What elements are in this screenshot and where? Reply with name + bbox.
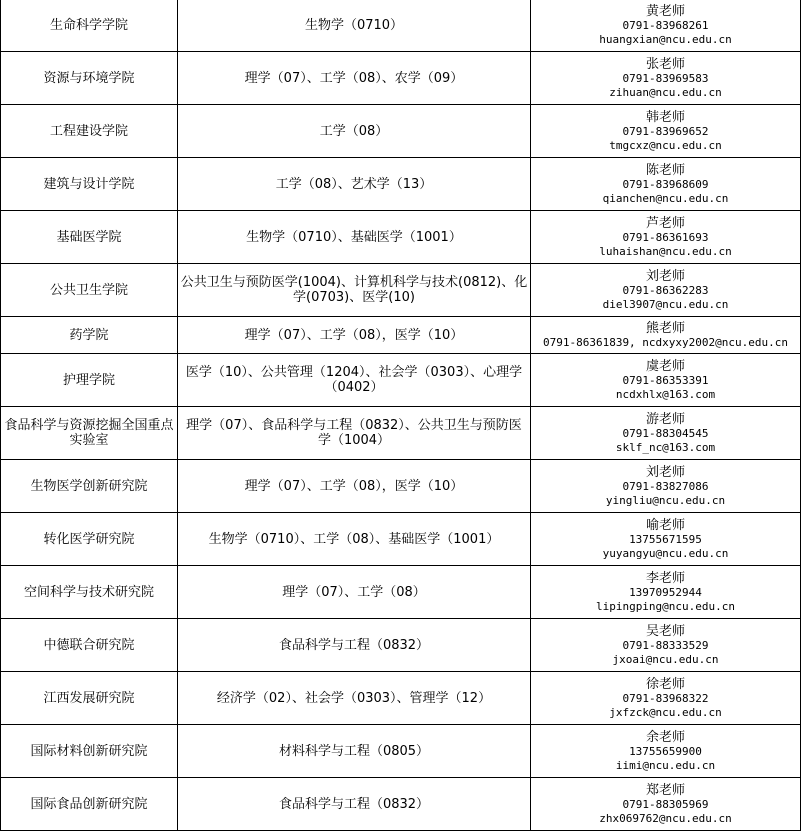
institute-cell: 生命科学学院 bbox=[1, 0, 178, 52]
disciplines-cell: 生物学（0710）、基础医学（1001） bbox=[178, 211, 531, 264]
contact-cell bbox=[531, 407, 801, 460]
contact-name: 芦老师 bbox=[645, 215, 685, 231]
contact-cell bbox=[531, 317, 801, 354]
contact-name: 吴老师 bbox=[645, 623, 685, 639]
disciplines-cell: 经济学（02）、社会学（0303）、管理学（12） bbox=[178, 672, 531, 725]
institute-cell: 国际材料创新研究院 bbox=[1, 725, 178, 778]
table-row bbox=[1, 778, 801, 831]
institute-cell: 食品科学与资源挖掘全国重点实验室 bbox=[1, 407, 178, 460]
contact-cell bbox=[531, 211, 801, 264]
institute-cell: 药学院 bbox=[1, 317, 178, 354]
contact-name: 刘老师 bbox=[645, 268, 685, 284]
disciplines-cell: 理学（07）、工学（08）、农学（09） bbox=[178, 52, 531, 105]
contact-cell bbox=[531, 105, 801, 158]
contact-phone: 0791-83969652 bbox=[622, 124, 709, 138]
table-row bbox=[1, 317, 801, 354]
institute-cell: 空间科学与技术研究院 bbox=[1, 566, 178, 619]
table-row bbox=[1, 407, 801, 460]
disciplines-cell: 材料科学与工程（0805） bbox=[178, 725, 531, 778]
table-row bbox=[1, 105, 801, 158]
institute-cell: 国际食品创新研究院 bbox=[1, 778, 178, 831]
institute-cell: 资源与环境学院 bbox=[1, 52, 178, 105]
contact-cell bbox=[531, 619, 801, 672]
contact-phone: 13970952944 bbox=[629, 585, 702, 599]
institute-cell: 中德联合研究院 bbox=[1, 619, 178, 672]
disciplines-cell: 生物学（0710） bbox=[178, 0, 531, 52]
contact-email: tmgcxz@ncu.edu.cn bbox=[609, 138, 722, 152]
contact-phone: 0791-86353391 bbox=[622, 373, 709, 387]
contact-email: luhaishan@ncu.edu.cn bbox=[599, 244, 732, 258]
contact-cell bbox=[531, 725, 801, 778]
disciplines-cell: 理学（07）、工学（08） bbox=[178, 566, 531, 619]
disciplines-cell: 食品科学与工程（0832） bbox=[178, 619, 531, 672]
contact-cell bbox=[531, 52, 801, 105]
contact-cell bbox=[531, 0, 801, 52]
contact-name: 黄老师 bbox=[645, 3, 685, 19]
table-row bbox=[1, 672, 801, 725]
contact-name: 郑老师 bbox=[645, 782, 685, 798]
table-row bbox=[1, 211, 801, 264]
disciplines-cell: 理学（07）、工学（08），医学（10） bbox=[178, 460, 531, 513]
institute-cell: 工程建设学院 bbox=[1, 105, 178, 158]
contact-phone: 0791-88333529 bbox=[622, 638, 709, 652]
contact-email: ncdxhlx@163.com bbox=[615, 387, 716, 401]
contact-name: 张老师 bbox=[645, 56, 685, 72]
table-row bbox=[1, 264, 801, 317]
contact-phone: 0791-83827086 bbox=[622, 479, 709, 493]
contact-name: 虞老师 bbox=[645, 358, 685, 374]
contact-name: 陈老师 bbox=[645, 162, 685, 178]
contact-email: zihuan@ncu.edu.cn bbox=[609, 85, 722, 99]
institute-cell: 建筑与设计学院 bbox=[1, 158, 178, 211]
contact-cell bbox=[531, 264, 801, 317]
institute-cell: 转化医学研究院 bbox=[1, 513, 178, 566]
contact-email: huangxian@ncu.edu.cn bbox=[599, 32, 732, 46]
contact-name: 韩老师 bbox=[645, 109, 685, 125]
contact-phone: 0791-86361693 bbox=[622, 230, 709, 244]
contact-cell bbox=[531, 566, 801, 619]
contact-email: jxoai@ncu.edu.cn bbox=[612, 652, 719, 666]
contact-cell bbox=[531, 672, 801, 725]
contact-phone: 0791-83968261 bbox=[622, 18, 709, 32]
table-row bbox=[1, 460, 801, 513]
contact-phone: 0791-88304545 bbox=[622, 426, 709, 440]
table-row bbox=[1, 513, 801, 566]
contact-phone: 13755671595 bbox=[629, 532, 702, 546]
contact-cell bbox=[531, 513, 801, 566]
contact-email: yingliu@ncu.edu.cn bbox=[605, 493, 726, 507]
contact-email: sklf_nc@163.com bbox=[615, 440, 716, 454]
disciplines-cell: 工学（08）、艺术学（13） bbox=[178, 158, 531, 211]
contact-phone: 0791-86361839, ncdxyxy2002@ncu.edu.cn bbox=[542, 335, 789, 349]
contact-email: diel3907@ncu.edu.cn bbox=[602, 297, 729, 311]
contact-email: jxfzck@ncu.edu.cn bbox=[609, 705, 722, 719]
contact-phone: 13755659900 bbox=[629, 744, 702, 758]
table-row bbox=[1, 725, 801, 778]
disciplines-cell: 理学（07）、工学（08），医学（10） bbox=[178, 317, 531, 354]
contact-cell bbox=[531, 354, 801, 407]
table-row bbox=[1, 354, 801, 407]
institute-cell: 公共卫生学院 bbox=[1, 264, 178, 317]
contact-cell bbox=[531, 158, 801, 211]
contact-phone: 0791-88305969 bbox=[622, 797, 709, 811]
contact-name: 李老师 bbox=[645, 570, 685, 586]
contact-cell bbox=[531, 460, 801, 513]
institute-cell: 基础医学院 bbox=[1, 211, 178, 264]
contact-email: lipingping@ncu.edu.cn bbox=[595, 599, 736, 613]
disciplines-cell: 理学（07）、食品科学与工程（0832）、公共卫生与预防医学（1004） bbox=[178, 407, 531, 460]
table-row bbox=[1, 0, 801, 52]
institute-cell: 江西发展研究院 bbox=[1, 672, 178, 725]
institute-cell: 生物医学创新研究院 bbox=[1, 460, 178, 513]
disciplines-cell: 生物学（0710）、工学（08）、基础医学（1001） bbox=[178, 513, 531, 566]
contact-phone: 0791-83968609 bbox=[622, 177, 709, 191]
table-row bbox=[1, 52, 801, 105]
contact-cell bbox=[531, 778, 801, 831]
table-row bbox=[1, 158, 801, 211]
contact-email: qianchen@ncu.edu.cn bbox=[602, 191, 729, 205]
contact-name: 熊老师 bbox=[645, 320, 685, 336]
institute-cell: 护理学院 bbox=[1, 354, 178, 407]
table-row bbox=[1, 619, 801, 672]
contact-name: 喻老师 bbox=[645, 517, 685, 533]
contact-name: 刘老师 bbox=[645, 464, 685, 480]
contact-name: 游老师 bbox=[645, 411, 685, 427]
disciplines-cell: 食品科学与工程（0832） bbox=[178, 778, 531, 831]
disciplines-cell: 医学（10）、公共管理（1204）、社会学（0303）、心理学（0402） bbox=[178, 354, 531, 407]
contact-email: iimi@ncu.edu.cn bbox=[615, 758, 716, 772]
contact-phone: 0791-83968322 bbox=[622, 691, 709, 705]
contact-name: 余老师 bbox=[645, 729, 685, 745]
disciplines-cell: 公共卫生与预防医学(1004)、计算机科学与技术(0812)、化学(0703)、医学(10) bbox=[178, 264, 531, 317]
contact-email: zhx069762@ncu.edu.cn bbox=[599, 811, 732, 825]
disciplines-cell: 工学（08） bbox=[178, 105, 531, 158]
contact-phone: 0791-86362283 bbox=[622, 283, 709, 297]
contact-name: 徐老师 bbox=[645, 676, 685, 692]
contact-email: yuyangyu@ncu.edu.cn bbox=[602, 546, 729, 560]
table-body bbox=[1, 0, 801, 831]
contact-phone: 0791-83969583 bbox=[622, 71, 709, 85]
table-row bbox=[1, 566, 801, 619]
